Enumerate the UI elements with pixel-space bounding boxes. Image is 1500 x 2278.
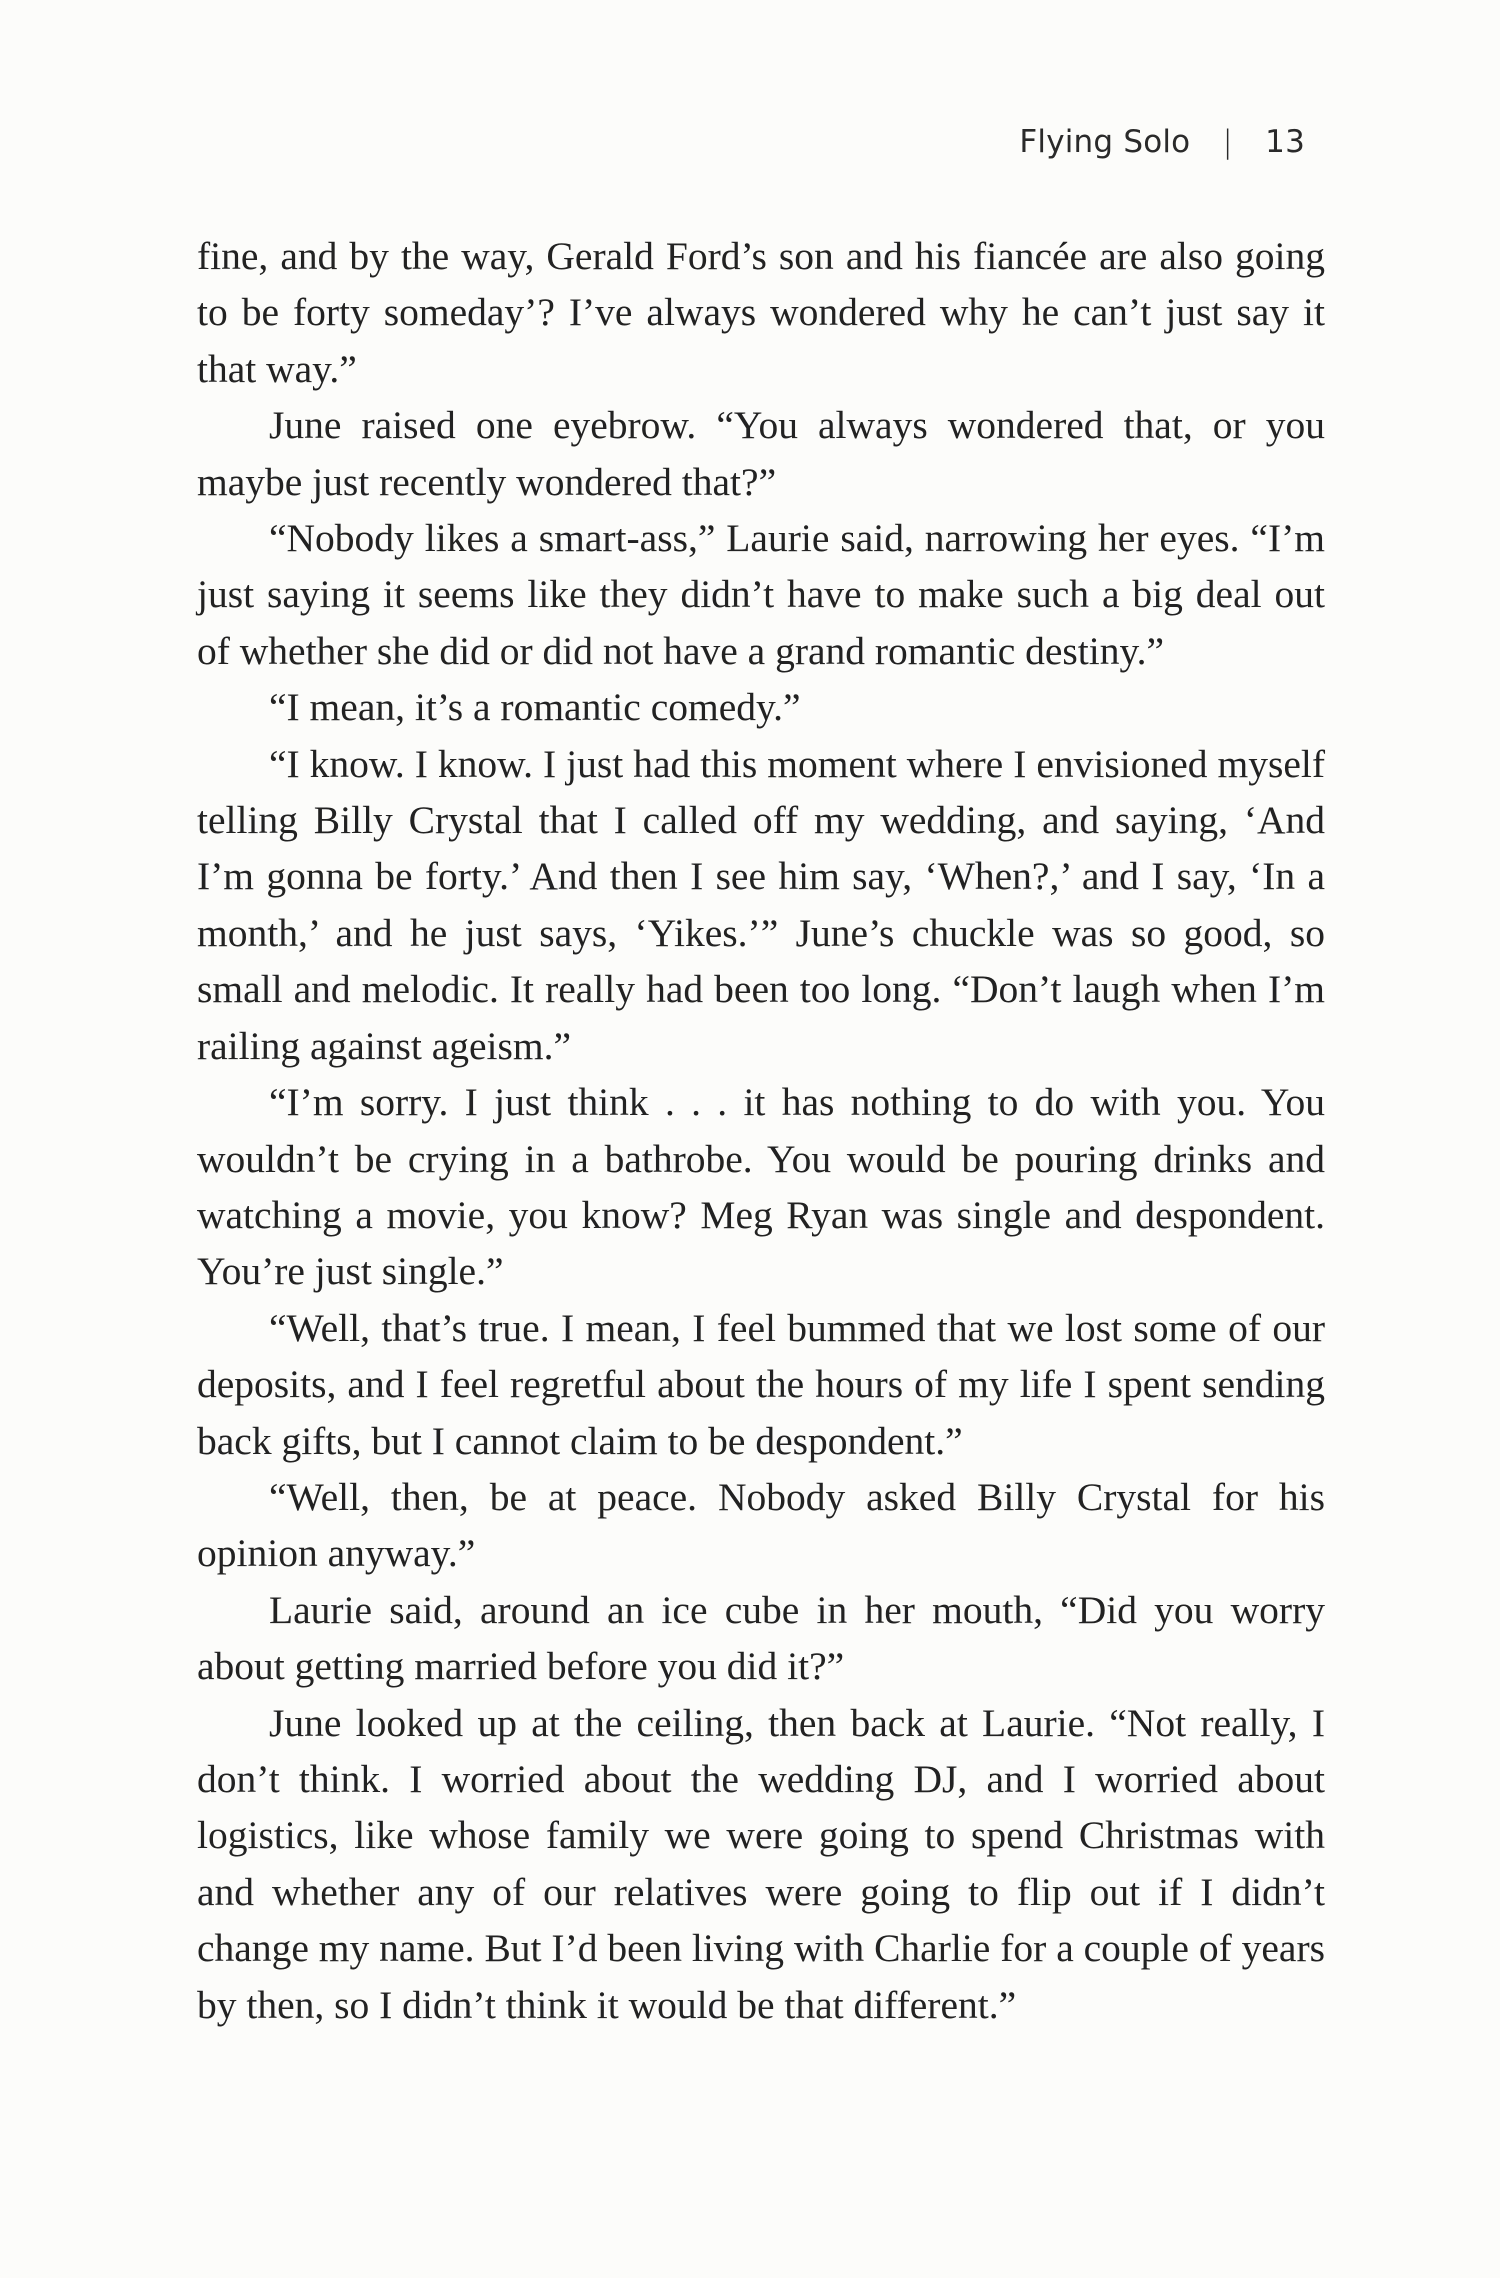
running-head [1019,124,1305,160]
running-head-title: Flying Solo [1019,124,1191,160]
paragraph: “I know. I know. I just had this moment where I envisioned myself telling Billy Crystal that I called off my wedding, and saying, ‘And I’m gonna be forty.’ And then I see him say, ‘When?,’ and I say, ‘In a month,’ and he just says, ‘Yikes.’” June’s chuckle was so good, so small and melodic. It really had been too long. “Don’t laugh when I’m railing against ageism.” [197,741,1325,1068]
paragraph: “Nobody likes a smart-ass,” Laurie said, narrowing her eyes. “I’m just saying it seems like they didn’t have to make such a big deal out of whether she did or did not have a grand romantic destiny.” [197,516,1325,673]
paragraph: June raised one eyebrow. “You always wondered that, or you maybe just recently wondered that?” [197,403,1325,504]
paragraph: “I’m sorry. I just think . . . it has nothing to do with you. You wouldn’t be crying in a bathrobe. You would be pouring drinks and watching a movie, you know? Meg Ryan was single and despondent. You’re just single.” [197,1080,1325,1294]
paragraph: “I mean, it’s a romantic comedy.” [269,685,801,730]
running-head-separator: | [1222,124,1234,160]
paragraph: fine, and by the way, Gerald Ford’s son and his fiancée are also going to be forty someday’? I’ve always wondered why he can’t just say it that way.” [197,234,1325,391]
paragraph: June looked up at the ceiling, then back at Laurie. “Not really, I don’t think. I worried about the wedding DJ, and I worried about logistics, like whose family we were going to spend Christmas with and whether any of our relatives were going to flip out if I didn’t change my name. But I’d been living with Charlie for a couple of years by then, so I didn’t think it would be that different.” [197,1700,1325,2027]
paragraph: “Well, then, be at peace. Nobody asked Billy Crystal for his opinion anyway.” [197,1474,1325,1576]
paragraph: Laurie said, around an ice cube in her mouth, “Did you worry about getting married before you did it?” [197,1587,1325,1689]
body-text [197,228,1325,2033]
paragraph: “Well, that’s true. I mean, I feel bummed that we lost some of our deposits, and I feel regretful about the hours of my life I spent sending back gifts, but I cannot claim to be despondent.” [197,1305,1325,1463]
page-number: 13 [1265,124,1305,160]
